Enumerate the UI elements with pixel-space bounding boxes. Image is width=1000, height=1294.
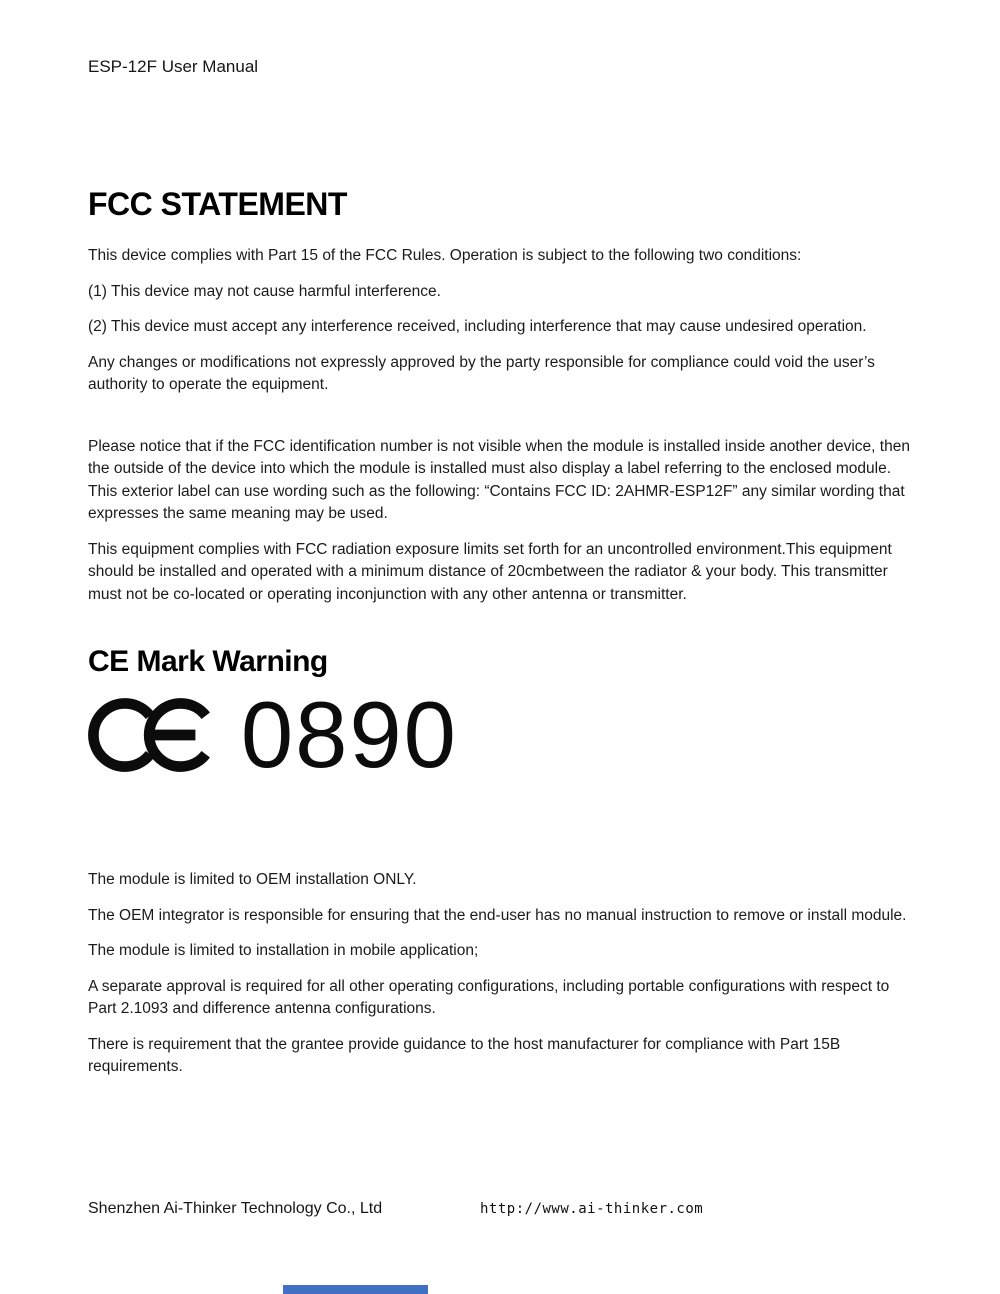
ce-mark-warning-heading: CE Mark Warning [88, 645, 328, 678]
fcc-modifications-paragraph: Any changes or modifications not expressly approved by the party responsible for compliance could void the user’s authority to operate the equipment. [88, 353, 875, 393]
footer-website-url: http://www.ai-thinker.com [480, 1201, 704, 1217]
oem-grantee-paragraph: There is requirement that the grantee provide guidance to the host manufacturer for compliance with Part 15B requirements. [88, 1035, 841, 1075]
document-header-title: ESP-12F User Manual [88, 57, 259, 76]
fcc-paragraph: This device complies with Part 15 of the FCC Rules. Operation is subject to the following two conditions: [88, 247, 802, 264]
ce-marking-icon [88, 694, 221, 776]
oem-integrator-paragraph: The OEM integrator is responsible for ensuring that the end-user has no manual instruction to remove or install module. [88, 906, 907, 924]
ce-notified-body-number: 0890 [240, 682, 458, 787]
fcc-rf-exposure-paragraph: This equipment complies with FCC radiation exposure limits set forth for an uncontrolled environment.This equipment should be installed and operated with a minimum distance of 20cmbetween the radiator & your body. This transmitter must not be co-located or operating inconjunction with any other antenna or transmitter. [88, 540, 892, 603]
fcc-condition-1: (1) This device may not cause harmful interference. [88, 282, 441, 300]
fcc-statement-heading: FCC STATEMENT [88, 186, 347, 222]
fcc-condition-2: (2) This device must accept any interference received, including interference that may cause undesired operation. [88, 318, 867, 335]
ce-marking-row [88, 682, 916, 787]
oem-mobile-paragraph: The module is limited to installation in mobile application; [88, 942, 479, 959]
footer-company-name: Shenzhen Ai-Thinker Technology Co., Ltd [88, 1200, 383, 1217]
fcc-id-label-paragraph: Please notice that if the FCC identification number is not visible when the module is installed inside another device, then the outside of the device into which the module is installed must also display a label referring to the enclosed module. This exterior label can use wording such as the following: “Contains FCC ID: 2AHMR-ESP12F” any similar wording that expresses the same meaning may be used. [88, 437, 910, 522]
oem-limitation-paragraph: The module is limited to OEM installation ONLY. [88, 871, 417, 888]
page-footer [88, 1200, 912, 1218]
oem-separate-approval-paragraph: A separate approval is required for all other operating configurations, including portable configurations with respect to Part 2.1093 and difference antenna configurations. [88, 977, 890, 1017]
bottom-accent-bar [283, 1285, 428, 1294]
page-content [88, 186, 916, 1092]
